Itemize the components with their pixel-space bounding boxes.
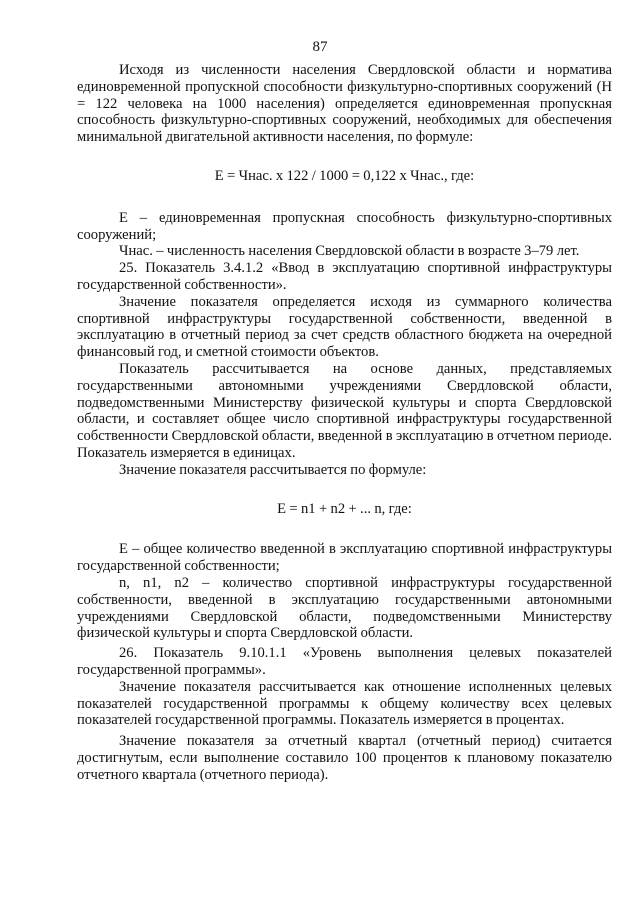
paragraph-indicator-26: 26. Показатель 9.10.1.1 «Уровень выполнения целевых показателей государственной программы». xyxy=(77,645,612,678)
paragraph-definition-e-total: Е – общее количество введенной в эксплуатацию спортивной инфраструктуры государственной собственности; xyxy=(77,541,612,575)
paragraph-definition-chnas: Чнас. – численность населения Свердловской области в возрасте 3–79 лет. xyxy=(119,243,580,260)
paragraph-indicator-25: 25. Показатель 3.4.1.2 «Ввод в эксплуатацию спортивной инфраструктуры государственной собственности». xyxy=(77,260,612,293)
paragraph-indicator-26-value: Значение показателя рассчитывается как отношение исполненных целевых показателей государственной программы к общему количеству всех целевых показателей государственной программы. Показатель измеряется в процентах. xyxy=(77,678,612,729)
formula-capacity: Е = Чнас. х 122 / 1000 = 0,122 х Чнас., где: xyxy=(214,167,475,184)
paragraph-formula-intro: Значение показателя рассчитывается по формуле: xyxy=(119,461,427,478)
document-body xyxy=(77,62,612,783)
formula-sum: Е = n1 + n2 + ... n, где: xyxy=(277,500,412,517)
paragraph-definition-e: Е – единовременная пропускная способность физкультурно-спортивных сооружений; xyxy=(77,209,612,243)
page-number: 87 xyxy=(312,39,328,55)
paragraph-definition-n: n, n1, n2 – количество спортивной инфраструктуры государственной собственности, введенной в эксплуатацию государственными автономными учреждениями Свердловской области, подведомственными Министерству физической культуры и спорта Свердловской области. xyxy=(77,574,612,642)
paragraph-population-norm: Исходя из численности населения Свердловской области и норматива единовременной пропускной способности физкультурно-спортивных сооружений (Н = 122 человека на 1000 населения) определяется единовременная пропускная способность физкультурно-спортивных сооружений, необходимых для обеспечения минимальной двигательной активности населения, по формуле: xyxy=(77,62,612,146)
paragraph-indicator-25-calculation: Показатель рассчитывается на основе данных, представляемых государственными автономными учреждениями Свердловской области, подведомственными Министерству физической культуры и спорта Свердловской области, и составляет общее число спортивной инфраструктуры государственной собственности Свердловской области, введенной в эксплуатацию в отчетном периоде. Показатель измеряется в единицах. xyxy=(77,360,612,461)
paragraph-indicator-25-value: Значение показателя определяется исходя из суммарного количества спортивной инфраструктуры государственной собственности, введенной в эксплуатацию в отчетный период за счет средств областного бюджета на очередной финансовый год, и сметной стоимости объектов. xyxy=(77,293,612,361)
paragraph-quarter-achievement: Значение показателя за отчетный квартал (отчетный период) считается достигнутым, если выполнение составило 100 процентов к плановому показателю отчетного квартала (отчетного периода). xyxy=(77,733,612,783)
